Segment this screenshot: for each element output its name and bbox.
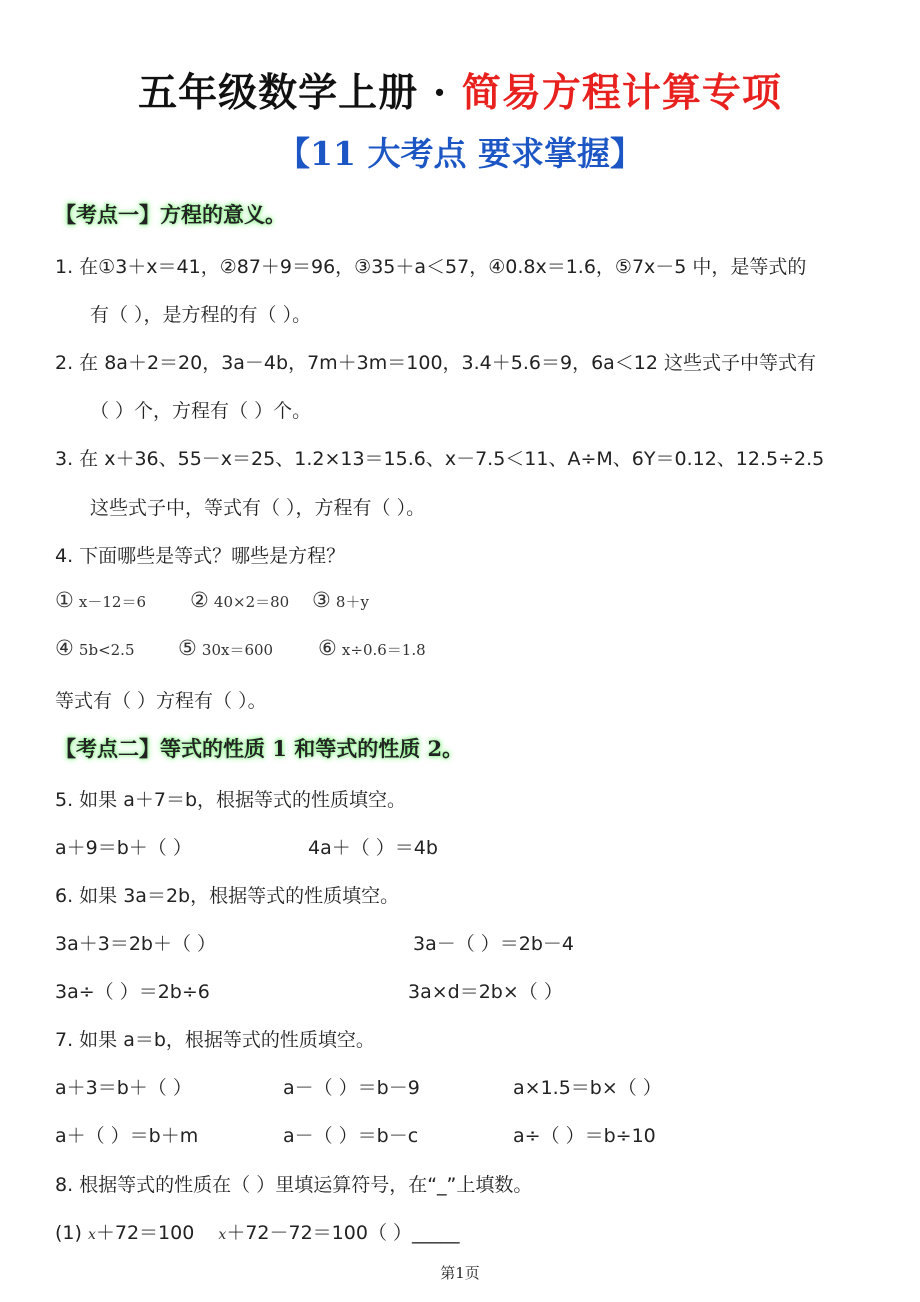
page-subtitle: 【11 大考点 要求掌握】 xyxy=(277,134,643,173)
q4-item-number: ① xyxy=(55,588,74,612)
question-1-line-2: 有（ ），是方程的有（ ）。 xyxy=(90,304,312,326)
q4-item-expression: 30x＝600 xyxy=(201,641,274,659)
question-8-prompt: 8. 根据等式的性质在（ ）里填运算符号，在“_”上填数。 xyxy=(55,1174,533,1196)
variable-x: x xyxy=(87,1227,96,1243)
q4-item-5 xyxy=(178,636,273,660)
q4-item-6 xyxy=(318,636,426,660)
question-4-prompt: 4. 下面哪些是等式？哪些是方程？ xyxy=(55,545,346,567)
question-5-prompt: 5. 如果 a＋7＝b，根据等式的性质填空。 xyxy=(55,789,406,811)
equation-b: ＋72－72＝100（ ）_____ xyxy=(226,1222,460,1244)
question-6-blank-a: 3a＋3＝2b＋（ ） xyxy=(55,933,217,955)
question-3-line-1: 3. 在 x＋36、55－x＝25、1.2×13＝15.6、x－7.5＜11、A÷M、6Y＝0.12、12.5÷2.5 xyxy=(55,448,825,470)
q4-item-expression: x÷0.6＝1.8 xyxy=(341,641,426,659)
q4-item-number: ⑤ xyxy=(178,636,197,660)
q4-item-expression: 5b<2.5 xyxy=(78,641,135,659)
equation-a: ＋72＝100 xyxy=(95,1222,195,1244)
question-5-blank-b: 4a＋（ ）＝4b xyxy=(308,837,438,859)
question-2-line-1: 2. 在 8a＋2＝20，3a－4b，7m＋3m＝100，3.4＋5.6＝9，6a＜12 这些式子中等式有 xyxy=(55,352,817,374)
section-heading-1: 【考点一】方程的意义。 xyxy=(55,202,286,227)
q4-item-1 xyxy=(55,588,146,612)
q4-item-number: ④ xyxy=(55,636,74,660)
question-7-blank-a: a＋3＝b＋（ ） xyxy=(55,1077,192,1099)
question-7-blank-d: a＋（ ）＝b＋m xyxy=(55,1125,199,1147)
question-6-blank-c: 3a÷（ ）＝2b÷6 xyxy=(55,981,210,1003)
section-heading-2: 【考点二】等式的性质 1 和等式的性质 2。 xyxy=(55,736,464,761)
question-7-blank-f: a÷（ ）＝b÷10 xyxy=(513,1125,656,1147)
page-title xyxy=(0,62,920,118)
question-4-answer: 等式有（ ）方程有（ ）。 xyxy=(55,690,267,712)
question-7-blank-b: a－（ ）＝b－9 xyxy=(283,1077,420,1099)
q4-item-expression: x－12＝6 xyxy=(78,593,147,611)
question-7-blank-c: a×1.5＝b×（ ） xyxy=(513,1077,662,1099)
q4-item-number: ⑥ xyxy=(318,636,337,660)
variable-x: x xyxy=(218,1227,227,1243)
question-3-line-2: 这些式子中，等式有（ ），方程有（ ）。 xyxy=(90,497,426,519)
question-6-blank-d: 3a×d＝2b×（ ） xyxy=(408,981,563,1003)
q4-item-number: ③ xyxy=(312,588,331,612)
question-2-line-2: （ ）个，方程有（ ）个。 xyxy=(90,400,312,422)
question-5-blank-a: a＋9＝b＋（ ） xyxy=(55,837,192,859)
q4-item-expression: 40×2＝80 xyxy=(213,593,290,611)
question-8-part-1 xyxy=(55,1218,460,1245)
part-label: (1) xyxy=(55,1222,82,1244)
q4-item-number: ② xyxy=(190,588,209,612)
q4-item-4 xyxy=(55,636,135,660)
question-6-prompt: 6. 如果 3a＝2b，根据等式的性质填空。 xyxy=(55,885,400,907)
q4-item-3 xyxy=(312,588,369,612)
question-7-blank-e: a－（ ）＝b－c xyxy=(283,1125,419,1147)
page-title-main: 五年级数学上册 · xyxy=(138,70,462,116)
question-6-blank-b: 3a－（ ）＝2b－4 xyxy=(413,933,575,955)
q4-item-2 xyxy=(190,588,289,612)
q4-item-expression: 8＋y xyxy=(335,593,369,611)
page-number: 第1页 xyxy=(440,1264,480,1282)
question-1-line-1: 1. 在①3＋x＝41，②87＋9＝96，③35＋a＜57，④0.8x＝1.6，⑤7x－5 中，是等式的 xyxy=(55,256,807,278)
page-title-topic: 简易方程计算专项 xyxy=(461,70,782,116)
question-7-prompt: 7. 如果 a＝b，根据等式的性质填空。 xyxy=(55,1029,375,1051)
